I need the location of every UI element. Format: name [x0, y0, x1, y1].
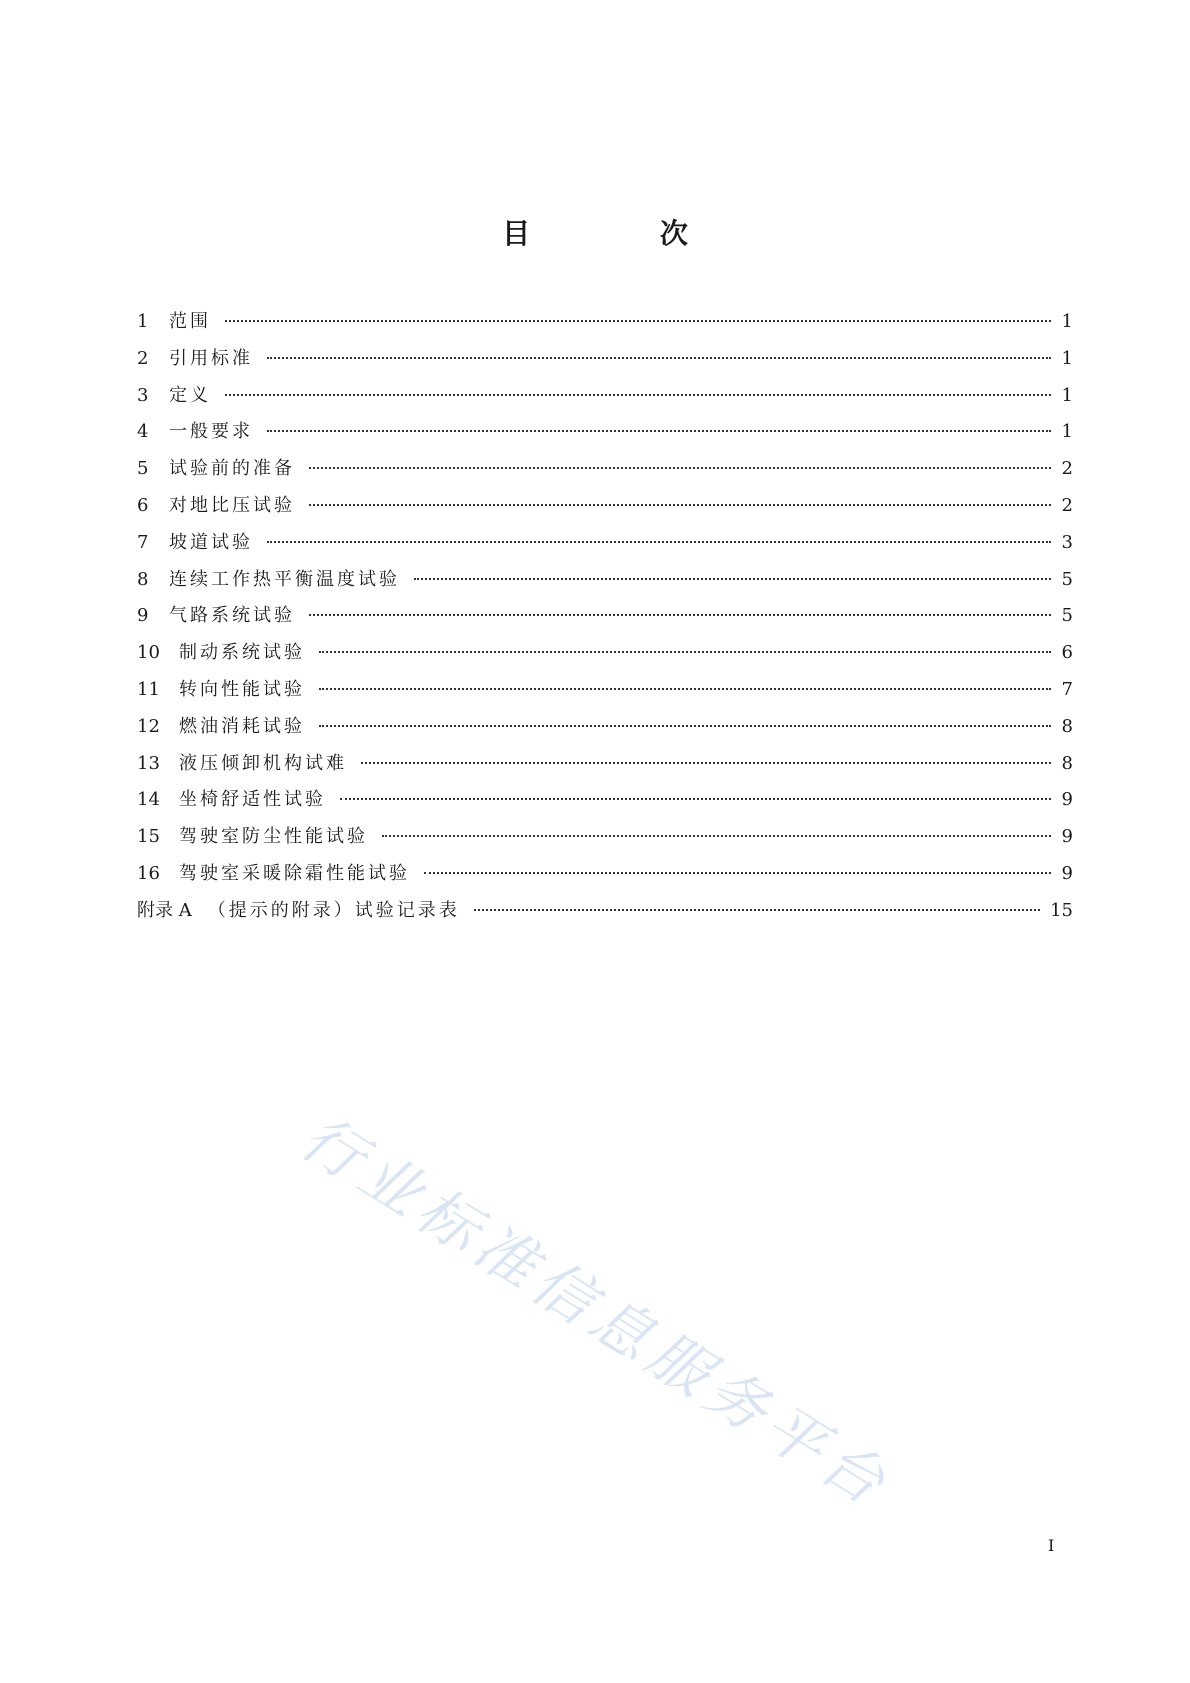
- toc-entry-title: 范围: [169, 311, 211, 332]
- toc-entry-title: 试验前的准备: [169, 458, 295, 480]
- toc-entry-number: 11: [137, 678, 160, 700]
- toc-entry[interactable]: [137, 862, 1073, 899]
- toc-entry-page: 3: [1061, 531, 1073, 553]
- dot-leader: [340, 798, 1051, 800]
- toc-entry-appendix[interactable]: [137, 899, 1073, 936]
- toc-entry[interactable]: [137, 310, 1073, 347]
- toc-entry[interactable]: [137, 568, 1073, 605]
- toc-entry-number: 9: [137, 605, 149, 627]
- toc-entry-page: 1: [1061, 421, 1073, 443]
- toc-entry-title: 制动系统试验: [179, 642, 305, 664]
- toc-entry-page: 1: [1061, 311, 1073, 332]
- toc-entry[interactable]: [137, 752, 1073, 789]
- toc-entry[interactable]: [137, 825, 1073, 862]
- toc-entry[interactable]: [137, 420, 1073, 457]
- toc-entry-page: 15: [1050, 899, 1073, 921]
- toc-entry-page: 2: [1061, 494, 1073, 516]
- toc-entry-page: 8: [1061, 715, 1073, 737]
- toc-entry-number: 13: [137, 752, 160, 774]
- toc-entry-title: （提示的附录）试验记录表: [207, 899, 460, 921]
- toc-entry-title: 对地比压试验: [169, 494, 295, 516]
- toc-entry-number: 附录 A: [137, 899, 192, 921]
- toc-entry-number: 14: [137, 789, 160, 811]
- toc-entry-number: 15: [137, 826, 160, 848]
- dot-leader: [267, 541, 1051, 543]
- dot-leader: [424, 872, 1051, 874]
- table-of-contents: [137, 310, 1073, 936]
- toc-entry[interactable]: [137, 604, 1073, 641]
- toc-entry-title: 引用标准: [169, 347, 253, 369]
- dot-leader: [225, 320, 1051, 322]
- toc-entry-page: 1: [1061, 347, 1073, 369]
- toc-entry-number: 4: [137, 421, 149, 443]
- toc-entry-page: 6: [1061, 642, 1073, 664]
- dot-leader: [361, 762, 1051, 764]
- toc-entry-title: 定义: [169, 384, 211, 406]
- toc-entry-title: 一般要求: [169, 421, 253, 443]
- toc-entry-number: 2: [137, 347, 149, 369]
- dot-leader: [309, 467, 1051, 469]
- toc-entry[interactable]: [137, 531, 1073, 568]
- toc-entry[interactable]: [137, 384, 1073, 421]
- toc-entry-title: 坡道试验: [169, 531, 253, 553]
- dot-leader: [225, 394, 1051, 396]
- dot-leader: [309, 614, 1051, 616]
- dot-leader: [414, 578, 1051, 580]
- toc-entry-title: 气路系统试验: [169, 605, 295, 627]
- page-number: I: [1048, 1536, 1055, 1555]
- toc-entry[interactable]: [137, 457, 1073, 494]
- dot-leader: [267, 430, 1051, 432]
- toc-entry-number: 10: [137, 642, 160, 664]
- toc-entry-title: 驾驶室防尘性能试验: [179, 826, 368, 848]
- dot-leader: [382, 835, 1051, 837]
- toc-entry[interactable]: [137, 494, 1073, 531]
- toc-entry-title: 液压倾卸机构试难: [179, 752, 347, 774]
- dot-leader: [309, 504, 1051, 506]
- toc-entry-page: 8: [1061, 752, 1073, 774]
- toc-entry[interactable]: [137, 715, 1073, 752]
- toc-entry-number: 8: [137, 568, 149, 590]
- dot-leader: [319, 725, 1051, 727]
- toc-entry-page: 1: [1061, 384, 1073, 406]
- toc-entry-page: 9: [1061, 789, 1073, 811]
- toc-entry-page: 9: [1061, 862, 1073, 884]
- toc-entry-number: 3: [137, 384, 149, 406]
- toc-entry-title: 连续工作热平衡温度试验: [169, 568, 400, 590]
- dot-leader: [319, 688, 1051, 690]
- dot-leader: [319, 651, 1051, 653]
- toc-entry-number: 7: [137, 531, 149, 553]
- toc-entry[interactable]: [137, 678, 1073, 715]
- toc-entry-number: 16: [137, 862, 160, 884]
- toc-entry[interactable]: [137, 641, 1073, 678]
- toc-entry-page: 5: [1061, 568, 1073, 590]
- dot-leader: [267, 357, 1051, 359]
- toc-entry-number: 12: [137, 715, 160, 737]
- toc-entry-page: 9: [1061, 826, 1073, 848]
- toc-entry[interactable]: [137, 347, 1073, 384]
- toc-entry[interactable]: [137, 788, 1073, 825]
- toc-entry-number: 5: [137, 458, 149, 480]
- toc-entry-title: 驾驶室采暖除霜性能试验: [179, 862, 410, 884]
- page-title: 目 次: [502, 217, 748, 250]
- toc-entry-title: 转向性能试验: [179, 678, 305, 700]
- toc-entry-page: 7: [1061, 678, 1073, 700]
- toc-entry-title: 坐椅舒适性试验: [179, 789, 326, 811]
- toc-entry-number: 6: [137, 494, 149, 516]
- toc-entry-number: 1: [137, 311, 149, 332]
- toc-entry-title: 燃油消耗试验: [179, 715, 305, 737]
- toc-entry-page: 5: [1061, 605, 1073, 627]
- dot-leader: [474, 909, 1040, 911]
- toc-entry-page: 2: [1061, 458, 1073, 480]
- watermark: 行业标准信息服务平台: [288, 1102, 903, 1523]
